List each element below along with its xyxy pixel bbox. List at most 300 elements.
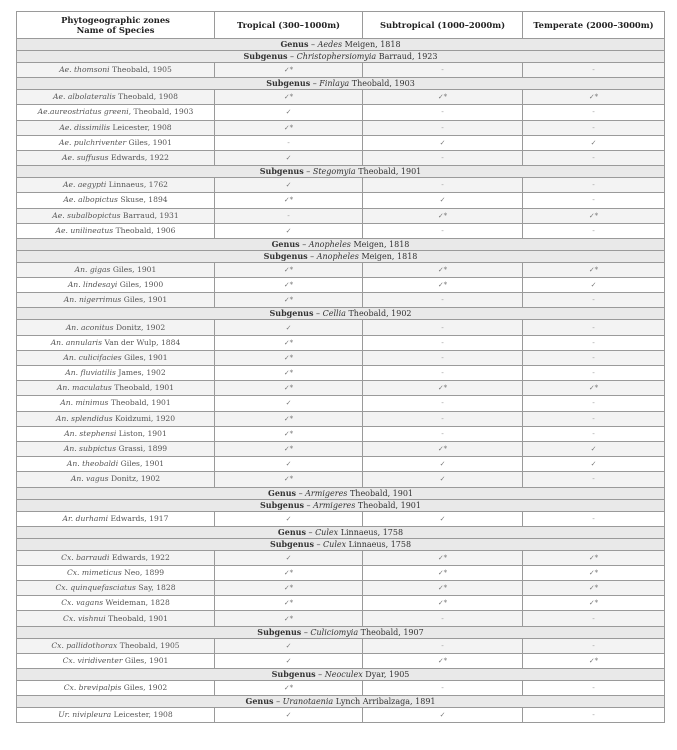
subtropical-cell: - xyxy=(363,335,523,350)
species-name: Cx. vagans xyxy=(61,598,104,608)
tropical-cell: - xyxy=(215,208,363,223)
species-row xyxy=(17,350,665,365)
species-author: Theobald, 1901 xyxy=(108,613,168,623)
species-name: Cx. vishnui xyxy=(63,613,106,623)
taxon-level: Subgenus xyxy=(269,308,314,319)
subgenus-row xyxy=(17,78,665,90)
taxon-name: Stegomyia xyxy=(312,167,356,177)
subgenus-row xyxy=(17,669,665,681)
subtropical-cell: ✓* xyxy=(363,278,523,293)
taxon-group-cell xyxy=(17,487,665,499)
temperate-cell: ✓ xyxy=(523,135,665,150)
species-distribution-table xyxy=(16,11,665,723)
taxon-level: Genus xyxy=(271,238,300,249)
species-name-cell xyxy=(17,150,215,165)
species-name-cell xyxy=(17,611,215,626)
species-author: Theobald, 1905 xyxy=(111,65,172,75)
species-author: Giles, 1901 xyxy=(123,295,168,305)
subtropical-cell: ✓* xyxy=(363,653,523,668)
species-row xyxy=(17,441,665,456)
taxon-separator: – xyxy=(313,309,323,319)
subgenus-row xyxy=(17,250,665,262)
temperate-cell: ✓* xyxy=(523,653,665,668)
species-author: Koidzumi, 1920 xyxy=(115,413,176,423)
species-name: Cx. barraudi xyxy=(61,552,110,562)
species-name: Cx. mimeticus xyxy=(66,567,122,577)
taxon-separator: – xyxy=(273,697,283,707)
tropical-cell: ✓* xyxy=(215,596,363,611)
subtropical-cell: - xyxy=(363,63,523,78)
taxon-separator: – xyxy=(313,539,324,549)
temperate-cell: ✓* xyxy=(523,550,665,565)
temperate-cell: - xyxy=(523,320,665,335)
tropical-cell: ✓* xyxy=(215,278,363,293)
species-row xyxy=(17,262,665,277)
temperate-cell: - xyxy=(523,638,665,653)
genus-row xyxy=(17,526,665,538)
taxon-name: Christophersiomyia xyxy=(296,52,377,61)
species-name-cell xyxy=(17,135,215,150)
species-name: An. splendidus xyxy=(55,413,113,423)
taxon-group-cell xyxy=(17,166,665,178)
tropical-cell: ✓* xyxy=(215,681,363,696)
species-name: Ae. dissimilis xyxy=(59,122,111,132)
species-name-cell xyxy=(17,681,215,696)
header-species-label: Name of Species xyxy=(76,25,155,35)
taxon-group-cell xyxy=(17,250,665,262)
species-name: Ae. thomsoni xyxy=(59,65,110,75)
species-name: Ae. albolateralis xyxy=(53,92,116,102)
temperate-cell: - xyxy=(523,511,665,526)
species-row xyxy=(17,581,665,596)
taxon-author: Theobald, 1901 xyxy=(357,500,421,510)
species-name: An. annularis xyxy=(50,337,103,347)
tropical-cell: ✓* xyxy=(215,293,363,308)
temperate-cell: - xyxy=(523,411,665,426)
subtropical-cell: - xyxy=(363,150,523,165)
subtropical-cell: ✓ xyxy=(363,511,523,526)
species-author: Theobald, 1905 xyxy=(119,640,180,650)
subtropical-cell: - xyxy=(363,366,523,381)
species-row xyxy=(17,208,665,223)
species-name-cell xyxy=(17,596,215,611)
tropical-cell: ✓ xyxy=(215,708,363,723)
table-body xyxy=(17,39,665,723)
species-name: An. aconitus xyxy=(65,322,114,332)
taxon-name: Armigeres xyxy=(313,500,356,510)
tropical-cell: ✓* xyxy=(215,472,363,487)
species-author: Theobald, 1906 xyxy=(115,225,176,235)
species-row xyxy=(17,653,665,668)
subtropical-cell: - xyxy=(363,120,523,135)
species-name: An. subpictus xyxy=(63,444,117,454)
tropical-cell: ✓ xyxy=(215,223,363,238)
species-name: An. maculatus xyxy=(56,383,112,393)
species-row xyxy=(17,565,665,580)
species-author: Giles, 1901 xyxy=(124,352,168,362)
subtropical-cell: ✓* xyxy=(363,381,523,396)
species-name-cell xyxy=(17,335,215,350)
species-name: An. lindesayi xyxy=(67,280,118,290)
taxon-name: Culex xyxy=(323,539,347,549)
tropical-cell: ✓* xyxy=(215,335,363,350)
taxon-author: Dyar, 1905 xyxy=(365,670,410,679)
species-name: An. vagus xyxy=(70,474,109,484)
taxon-author: Linnaeus, 1758 xyxy=(348,539,412,549)
tropical-cell: ✓ xyxy=(215,396,363,411)
tropical-cell: ✓ xyxy=(215,511,363,526)
taxon-name: Neoculex xyxy=(324,670,363,679)
subgenus-row xyxy=(17,499,665,511)
subtropical-cell: ✓* xyxy=(363,565,523,580)
species-author: Giles, 1901 xyxy=(124,655,169,665)
subgenus-row xyxy=(17,538,665,550)
species-name-cell xyxy=(17,320,215,335)
taxon-group-cell xyxy=(17,696,665,708)
species-author: Giles, 1901 xyxy=(128,137,172,147)
species-name: An. nigerrimus xyxy=(63,295,122,305)
temperate-cell: - xyxy=(523,150,665,165)
species-row xyxy=(17,457,665,472)
species-row xyxy=(17,105,665,120)
temperate-cell: ✓* xyxy=(523,90,665,105)
species-name-cell xyxy=(17,550,215,565)
species-row xyxy=(17,611,665,626)
temperate-cell: ✓* xyxy=(523,262,665,277)
species-name-cell xyxy=(17,223,215,238)
subtropical-cell: ✓ xyxy=(363,135,523,150)
species-name-cell xyxy=(17,411,215,426)
species-author: Neo, 1899 xyxy=(124,567,165,577)
species-row xyxy=(17,320,665,335)
subtropical-cell: - xyxy=(363,350,523,365)
taxon-group-cell xyxy=(17,499,665,511)
species-name: An. stephensi xyxy=(64,428,117,438)
subtropical-cell: - xyxy=(363,178,523,193)
subtropical-cell: ✓* xyxy=(363,90,523,105)
subtropical-cell: ✓* xyxy=(363,550,523,565)
taxon-group-cell xyxy=(17,78,665,90)
tropical-cell: ✓* xyxy=(215,120,363,135)
tropical-cell: ✓* xyxy=(215,193,363,208)
species-name-cell xyxy=(17,262,215,277)
species-name: Ae. aegypti xyxy=(63,180,107,190)
header-subtropical: Subtropical (1000–2000m) xyxy=(363,12,523,39)
header-species-column xyxy=(17,12,215,39)
taxon-level: Genus xyxy=(277,526,306,537)
subtropical-cell: - xyxy=(363,411,523,426)
taxon-name: Anopheles xyxy=(308,239,351,249)
tropical-cell: ✓ xyxy=(215,638,363,653)
taxon-separator: – xyxy=(305,527,316,537)
taxon-name: Cellia xyxy=(322,309,346,319)
species-row xyxy=(17,335,665,350)
temperate-cell: ✓ xyxy=(523,441,665,456)
species-name-cell xyxy=(17,350,215,365)
species-row xyxy=(17,150,665,165)
tropical-cell: ✓* xyxy=(215,381,363,396)
species-name-cell xyxy=(17,653,215,668)
tropical-cell: ✓* xyxy=(215,441,363,456)
species-author: Theobald, 1901 xyxy=(110,398,171,408)
species-name-cell xyxy=(17,511,215,526)
species-row xyxy=(17,511,665,526)
species-author: Theobald, 1908 xyxy=(118,92,178,102)
species-row xyxy=(17,90,665,105)
temperate-cell: - xyxy=(523,708,665,723)
taxon-group-cell xyxy=(17,538,665,550)
temperate-cell: - xyxy=(523,120,665,135)
taxon-name: Culiciomyia xyxy=(310,627,359,637)
species-name: An. culicifacies xyxy=(63,352,122,362)
species-author: James, 1902 xyxy=(118,368,166,378)
taxon-name: Finlaya xyxy=(319,79,350,89)
genus-row xyxy=(17,238,665,250)
tropical-cell: ✓* xyxy=(215,262,363,277)
tropical-cell: ✓* xyxy=(215,90,363,105)
subgenus-row xyxy=(17,308,665,320)
species-author: Donitz, 1902 xyxy=(115,322,166,332)
tropical-cell: ✓* xyxy=(215,366,363,381)
subtropical-cell: ✓* xyxy=(363,208,523,223)
tropical-cell: ✓* xyxy=(215,611,363,626)
taxon-group-cell xyxy=(17,626,665,638)
taxon-separator: – xyxy=(308,40,318,49)
species-row xyxy=(17,293,665,308)
temperate-cell: ✓* xyxy=(523,381,665,396)
species-author: Weideman, 1828 xyxy=(105,598,170,608)
temperate-cell: - xyxy=(523,681,665,696)
species-author: Giles, 1900 xyxy=(119,280,164,290)
taxon-level: Genus xyxy=(280,39,309,49)
species-name: Ae. pulchriventer xyxy=(59,137,127,147)
genus-row xyxy=(17,696,665,708)
species-row xyxy=(17,708,665,723)
temperate-cell: - xyxy=(523,63,665,78)
species-row xyxy=(17,63,665,78)
species-name: Ur. nivipleura xyxy=(58,710,112,720)
species-name-cell xyxy=(17,638,215,653)
species-name: Ae.aureostriatus greeni, xyxy=(37,107,132,117)
tropical-cell: - xyxy=(215,135,363,150)
species-row xyxy=(17,178,665,193)
species-author: Say, 1828 xyxy=(138,583,176,593)
tropical-cell: ✓ xyxy=(215,178,363,193)
species-author: Skuse, 1894 xyxy=(120,195,168,205)
subtropical-cell: - xyxy=(363,293,523,308)
temperate-cell: - xyxy=(523,611,665,626)
taxon-level: Subgenus xyxy=(259,166,304,177)
subtropical-cell: - xyxy=(363,681,523,696)
temperate-cell: - xyxy=(523,396,665,411)
species-name: Cx. pallidothorax xyxy=(51,640,118,650)
species-name-cell xyxy=(17,457,215,472)
species-name: Ae. unilineatus xyxy=(55,225,114,235)
temperate-cell: - xyxy=(523,472,665,487)
subtropical-cell: ✓* xyxy=(363,441,523,456)
subtropical-cell: ✓ xyxy=(363,193,523,208)
species-name: Ae. subalbopictus xyxy=(52,210,121,220)
subtropical-cell: ✓ xyxy=(363,472,523,487)
species-row xyxy=(17,411,665,426)
species-name-cell xyxy=(17,90,215,105)
taxon-level: Subgenus xyxy=(271,669,316,679)
taxon-level: Subgenus xyxy=(257,626,302,637)
taxon-name: Anopheles xyxy=(316,251,359,261)
taxon-author: Theobald, 1903 xyxy=(351,79,415,89)
species-author: Barraud, 1931 xyxy=(122,210,179,220)
species-name-cell xyxy=(17,426,215,441)
genus-row xyxy=(17,487,665,499)
subgenus-row xyxy=(17,51,665,63)
species-name-cell xyxy=(17,105,215,120)
species-row xyxy=(17,638,665,653)
subtropical-cell: ✓* xyxy=(363,581,523,596)
tropical-cell: ✓ xyxy=(215,653,363,668)
taxon-separator: – xyxy=(299,239,309,249)
subtropical-cell: ✓ xyxy=(363,457,523,472)
species-name: An. theobaldi xyxy=(66,459,119,469)
taxon-separator: – xyxy=(301,627,311,637)
temperate-cell: - xyxy=(523,350,665,365)
species-name: Cx. brevipalpis xyxy=(63,683,122,693)
species-author: Edwards, 1922 xyxy=(111,153,169,163)
header-temperate: Temperate (2000–3000m) xyxy=(523,12,665,39)
temperate-cell: - xyxy=(523,193,665,208)
species-row xyxy=(17,472,665,487)
taxon-level: Subgenus xyxy=(266,78,311,89)
subtropical-cell: - xyxy=(363,223,523,238)
taxon-group-cell xyxy=(17,39,665,51)
species-name-cell xyxy=(17,63,215,78)
species-name-cell xyxy=(17,193,215,208)
taxon-separator: – xyxy=(310,79,320,89)
species-row xyxy=(17,550,665,565)
subgenus-row xyxy=(17,166,665,178)
subtropical-cell: - xyxy=(363,426,523,441)
taxon-author: Theobald, 1907 xyxy=(360,627,424,637)
species-row xyxy=(17,381,665,396)
species-author: Leicester, 1908 xyxy=(113,710,173,720)
species-name-cell xyxy=(17,472,215,487)
taxon-separator: – xyxy=(307,251,317,261)
subtropical-cell: - xyxy=(363,638,523,653)
species-author: Leicester, 1908 xyxy=(112,122,172,132)
species-name: Cx. quinquefasciatus xyxy=(55,583,136,593)
species-name-cell xyxy=(17,441,215,456)
species-author: Donitz, 1902 xyxy=(110,474,161,484)
taxon-level: Genus xyxy=(245,696,274,707)
tropical-cell: ✓* xyxy=(215,581,363,596)
taxon-author: Barraud, 1923 xyxy=(378,52,438,61)
temperate-cell: ✓* xyxy=(523,208,665,223)
header-zones-label: Phytogeographic zones xyxy=(61,15,170,25)
species-name-cell xyxy=(17,581,215,596)
species-name: Ae. suffusus xyxy=(62,153,109,163)
temperate-cell: - xyxy=(523,178,665,193)
temperate-cell: - xyxy=(523,335,665,350)
taxon-separator: – xyxy=(296,488,306,498)
taxon-separator: – xyxy=(304,500,314,510)
tropical-cell: ✓* xyxy=(215,565,363,580)
species-author: Theobald, 1901 xyxy=(114,383,175,393)
species-row xyxy=(17,120,665,135)
temperate-cell: ✓* xyxy=(523,596,665,611)
temperate-cell: ✓ xyxy=(523,457,665,472)
taxon-author: Linnaeus, 1758 xyxy=(340,527,404,537)
species-author: Giles, 1902 xyxy=(123,683,168,693)
subtropical-cell: ✓* xyxy=(363,262,523,277)
species-name: Cx. viridiventer xyxy=(62,655,123,665)
taxon-group-cell xyxy=(17,669,665,681)
species-name: An. fluviatilis xyxy=(65,368,116,378)
species-row xyxy=(17,135,665,150)
subtropical-cell: ✓* xyxy=(363,596,523,611)
taxon-level: Subgenus xyxy=(243,51,288,61)
taxon-author: Theobald, 1902 xyxy=(348,309,412,319)
species-name-cell xyxy=(17,208,215,223)
taxon-level: Subgenus xyxy=(263,250,308,261)
species-author: Giles, 1901 xyxy=(120,459,165,469)
genus-row xyxy=(17,39,665,51)
temperate-cell: - xyxy=(523,426,665,441)
species-name-cell xyxy=(17,381,215,396)
taxon-author: Meigen, 1818 xyxy=(344,40,401,49)
species-row xyxy=(17,681,665,696)
species-name-cell xyxy=(17,565,215,580)
tropical-cell: ✓ xyxy=(215,150,363,165)
subtropical-cell: - xyxy=(363,611,523,626)
species-name-cell xyxy=(17,396,215,411)
species-author: Grassi, 1899 xyxy=(118,444,168,454)
tropical-cell: ✓* xyxy=(215,426,363,441)
species-author: Edwards, 1922 xyxy=(111,552,170,562)
species-author: Giles, 1901 xyxy=(112,264,157,274)
temperate-cell: - xyxy=(523,223,665,238)
species-name-cell xyxy=(17,293,215,308)
species-name-cell xyxy=(17,120,215,135)
species-name-cell xyxy=(17,366,215,381)
temperate-cell: - xyxy=(523,366,665,381)
species-row xyxy=(17,223,665,238)
taxon-author: Meigen, 1818 xyxy=(361,251,418,261)
tropical-cell: ✓ xyxy=(215,320,363,335)
species-name-cell xyxy=(17,278,215,293)
temperate-cell: ✓ xyxy=(523,278,665,293)
table-header xyxy=(17,12,665,39)
subtropical-cell: - xyxy=(363,105,523,120)
tropical-cell: ✓* xyxy=(215,63,363,78)
species-name-cell xyxy=(17,708,215,723)
species-name: Ar. durhami xyxy=(62,513,109,523)
species-row xyxy=(17,193,665,208)
temperate-cell: ✓* xyxy=(523,581,665,596)
taxon-name: Uranotaenia xyxy=(282,697,334,707)
temperate-cell: - xyxy=(523,293,665,308)
taxon-level: Genus xyxy=(267,487,297,498)
tropical-cell: ✓ xyxy=(215,105,363,120)
subtropical-cell: - xyxy=(363,320,523,335)
taxon-level: Subgenus xyxy=(260,499,305,510)
taxon-group-cell xyxy=(17,238,665,250)
species-author: Edwards, 1917 xyxy=(110,513,169,523)
species-author: Theobald, 1903 xyxy=(133,107,194,117)
taxon-separator: – xyxy=(287,52,297,61)
header-tropical: Tropical (300–1000m) xyxy=(215,12,363,39)
subtropical-cell: - xyxy=(363,396,523,411)
species-name: An. minimus xyxy=(60,398,109,408)
species-distribution-table-wrapper xyxy=(16,11,664,723)
